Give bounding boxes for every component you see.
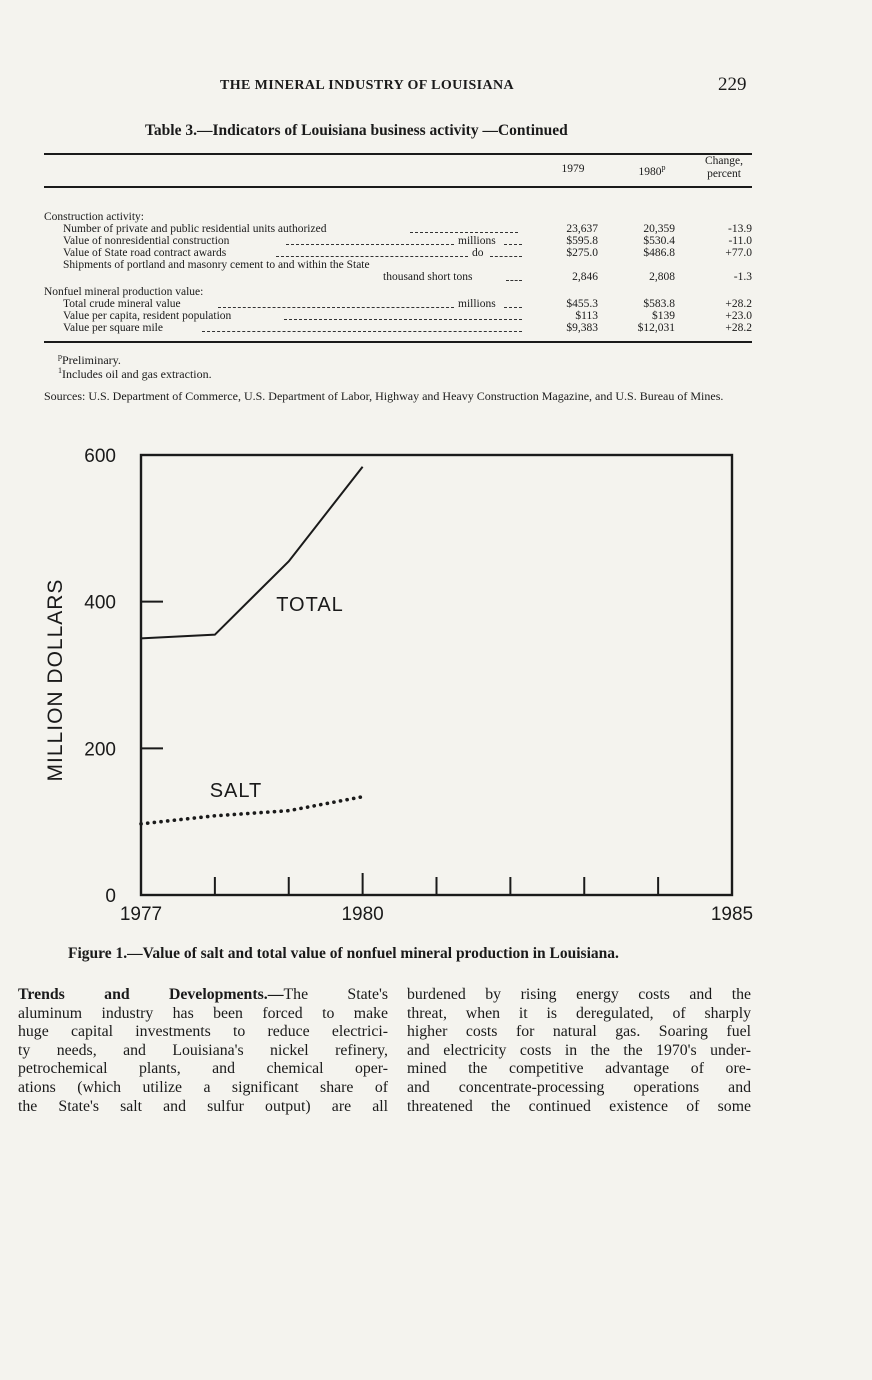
leader-dashes [284, 319, 522, 320]
value-1980: 2,808 [649, 271, 675, 283]
value-change: +77.0 [725, 247, 752, 259]
page-number: 229 [718, 74, 747, 95]
value-1980: $12,031 [637, 322, 675, 334]
section-heading-construction [44, 211, 752, 223]
plot-frame [141, 455, 732, 895]
column-header-change-line2: percent [707, 168, 741, 180]
value-1979: $595.8 [566, 235, 598, 247]
value-1979: $275.0 [566, 247, 598, 259]
leader-dashes [504, 244, 522, 245]
column-header-1979: 1979 [561, 163, 585, 175]
section-heading-label: Construction activity: [44, 211, 144, 223]
value-1979: $9,383 [566, 322, 598, 334]
x-tick-label: 1980 [341, 904, 384, 925]
body-line: and concentrate-processing operations and [407, 1078, 751, 1096]
body-line: ty needs, and Louisiana's nickel refinery, [18, 1041, 388, 1059]
row-label: Total crude mineral value [63, 298, 181, 310]
body-line: ations (which utilize a significant share of [18, 1078, 388, 1096]
row-unit: do [472, 247, 484, 259]
preliminary-marker: p [661, 163, 666, 172]
row-label: Number of private and public residential units authorized [63, 223, 327, 235]
x-tick-label: 1985 [710, 904, 754, 925]
value-change: -13.9 [728, 223, 752, 235]
value-1979: 2,846 [572, 271, 598, 283]
footnote-1-mark: 1 [58, 366, 62, 375]
leader-dashes [218, 307, 454, 308]
leader-dashes [504, 307, 522, 308]
row-label: Value per capita, resident population [63, 310, 232, 322]
table-row [44, 247, 752, 259]
table-row [44, 271, 752, 283]
line-chart [0, 430, 872, 940]
row-label: Value per square mile [63, 322, 163, 334]
x-tick-label: 1977 [119, 904, 163, 925]
body-line: huge capital investments to reduce electrici- [18, 1023, 388, 1041]
body-line: higher costs for natural gas. Soaring fuel [407, 1023, 751, 1041]
row-unit: thousand short tons [383, 271, 473, 283]
row-label: Value of nonresidential construction [63, 235, 230, 247]
leader-dashes [286, 244, 454, 245]
y-axis-label: MILLION DOLLARS [44, 578, 67, 782]
column-header-1980 [622, 163, 682, 178]
value-change: -1.3 [733, 271, 752, 283]
table-top-rule [44, 153, 752, 155]
y-tick-label: 0 [105, 886, 116, 907]
row-label: Value of State road contract awards [63, 247, 227, 259]
table-row-label-line [44, 259, 752, 271]
body-line: aluminum industry has been forced to make [18, 1004, 388, 1022]
column-header-change [688, 155, 760, 181]
body-line: and electricity costs in the the 1970's under- [407, 1041, 751, 1059]
series-label-total: TOTAL [276, 594, 344, 616]
value-change: +28.2 [725, 322, 752, 334]
column-header-change-line1: Change, [704, 155, 743, 167]
column-header-1980-text: 1980 [638, 165, 662, 178]
leader-dashes [202, 331, 522, 332]
leader-dashes [490, 256, 522, 257]
section-heading-label: Nonfuel mineral production value: [44, 286, 204, 298]
running-title: THE MINERAL INDUSTRY OF LOUISIANA [220, 78, 515, 93]
body-right-column [407, 986, 751, 1116]
table-sources: Sources: U.S. Department of Commerce, U.S. Department of Labor, Highway and Heavy Construction Magazine, and U.S. Bureau of Mines. [44, 389, 724, 403]
body-line: burdened by rising energy costs and the [407, 986, 751, 1003]
body-line: mined the competitive advantage of ore- [407, 1060, 751, 1078]
series-label-salt: SALT [209, 780, 263, 802]
row-unit: millions [458, 298, 496, 310]
y-tick-label: 600 [84, 446, 116, 467]
body-line: threat, when it is deregulated, of sharply [407, 1004, 751, 1022]
body-left-column [18, 986, 388, 1116]
section-heading-nonfuel [44, 286, 752, 298]
value-change: +28.2 [725, 298, 752, 310]
table-row [44, 322, 752, 334]
footnote-preliminary-mark: p [58, 352, 62, 361]
y-tick-label: 200 [84, 739, 116, 761]
section-run-in-head: Trends and Developments.— [18, 986, 284, 1003]
body-line: the State's salt and sulfur output) are all [18, 1097, 388, 1115]
table-row [44, 298, 752, 310]
value-change: -11.0 [728, 235, 752, 247]
leader-dashes [276, 256, 468, 257]
value-change: +23.0 [725, 310, 752, 322]
value-1980: $583.8 [643, 298, 675, 310]
table-title: Table 3.—Indicators of Louisiana business activity —Continued [145, 122, 568, 139]
body-line: petrochemical plants, and chemical oper- [18, 1060, 388, 1078]
running-header [0, 74, 872, 98]
leader-dashes [410, 232, 518, 233]
value-1980: $530.4 [643, 235, 675, 247]
table-header-rule [44, 186, 752, 188]
footnote-preliminary-text: Preliminary. [62, 353, 121, 367]
figure-caption: Figure 1.—Value of salt and total value of nonfuel mineral production in Louisiana. [68, 945, 619, 962]
value-1979: $455.3 [566, 298, 598, 310]
table-bottom-rule [44, 341, 752, 343]
value-1980: $486.8 [643, 247, 675, 259]
row-label: Shipments of portland and masonry cement to and within the State [63, 259, 370, 271]
footnote-1-text: Includes oil and gas extraction. [62, 367, 212, 381]
value-1979: $113 [575, 310, 598, 322]
value-1979: 23,637 [566, 223, 598, 235]
leader-dashes [506, 280, 522, 281]
table-row [44, 235, 752, 247]
table-row [44, 310, 752, 322]
footnote-1 [58, 366, 212, 382]
table-row [44, 223, 752, 235]
row-unit: millions [458, 235, 496, 247]
y-tick-label: 400 [84, 592, 116, 614]
body-line: threatened the continued existence of some [407, 1097, 751, 1115]
body-line-text: The State's [283, 986, 389, 1003]
value-1980: $139 [652, 310, 675, 322]
value-1980: 20,359 [643, 223, 675, 235]
body-line [18, 986, 388, 1005]
